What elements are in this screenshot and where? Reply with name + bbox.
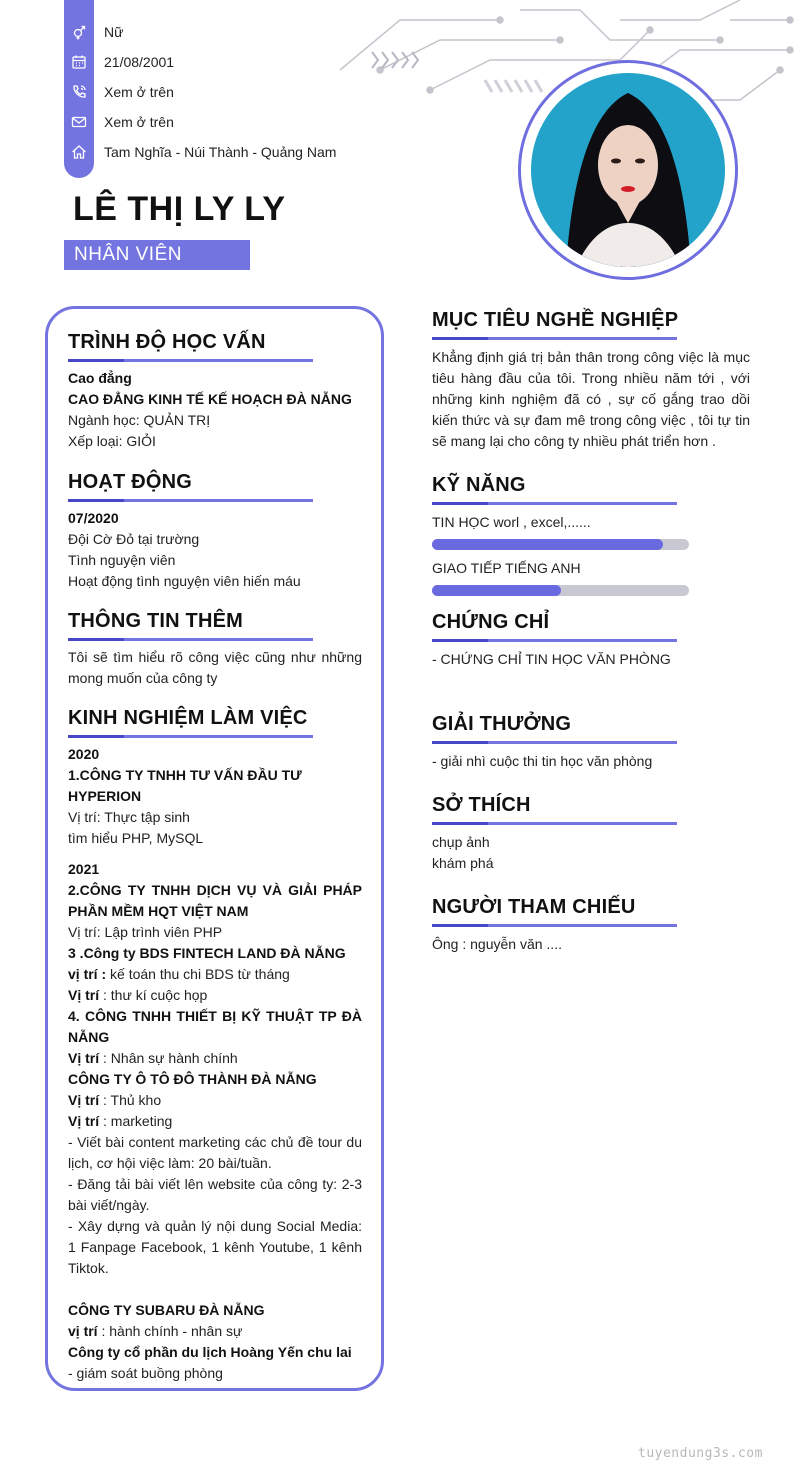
- gender-icon: [64, 24, 94, 40]
- section-underline: [432, 337, 677, 340]
- extra-info-text: Tôi sẽ tìm hiểu rõ công việc cũng như những mong muốn của công ty: [68, 649, 362, 686]
- role-text: : marketing: [99, 1113, 173, 1129]
- reference-item: Ông : nguyễn văn ....: [432, 936, 562, 952]
- job-role: [68, 1111, 362, 1132]
- role-text: : Thủ kho: [99, 1092, 162, 1108]
- company-name: 4. CÔNG TNHH THIẾT BỊ KỸ THUẬT TP ĐÀ NẴNG: [68, 1008, 362, 1045]
- company-name: Công ty cổ phần du lịch Hoàng Yến chu lai: [68, 1344, 352, 1360]
- experience-year: 2020: [68, 746, 100, 762]
- activity-item: Đội Cờ Đỏ tại trường: [68, 531, 200, 547]
- job-task: - Viết bài content marketing các chủ đề tour du lịch, cơ hội việc làm: 20 bài/tuần.: [68, 1134, 362, 1171]
- role-label: vị trí: [68, 1323, 98, 1339]
- gender-text: Nữ: [104, 24, 124, 40]
- phone-text: Xem ở trên: [104, 84, 174, 100]
- education-rank: Xếp loại: GIỎI: [68, 433, 156, 449]
- job-task: - giám soát buồng phòng: [68, 1365, 223, 1381]
- company-name: CÔNG TY Ô TÔ ĐÔ THÀNH ĐÀ NẴNG: [68, 1071, 317, 1087]
- contact-list: [64, 17, 336, 167]
- job-task: - Đăng tải bài viết lên website của công ty: 2-3 bài viết/ngày.: [68, 1176, 362, 1213]
- experience-title: KINH NGHIỆM LÀM VIỆC: [68, 707, 308, 729]
- experience-section: [68, 707, 362, 1384]
- skill-name: GIAO TIẾP TIẾNG ANH: [432, 560, 581, 576]
- job-role: Vị trí: Thực tập sinh: [68, 809, 190, 825]
- role-text: : hành chính - nhân sự: [97, 1323, 243, 1339]
- job-role: [68, 1321, 362, 1342]
- skill-bar: [432, 539, 689, 550]
- spacer: [68, 849, 362, 859]
- extra-info-section: [68, 610, 362, 689]
- certificates-section: [432, 611, 750, 670]
- hobbies-section: [432, 794, 750, 874]
- section-underline: [432, 822, 677, 825]
- email-text: Xem ở trên: [104, 114, 174, 130]
- skills-title: KỸ NĂNG: [432, 474, 526, 496]
- section-underline: [432, 502, 677, 505]
- skill-bar: [432, 585, 689, 596]
- contact-address: [64, 137, 336, 167]
- role-label: Vị trí: [68, 1050, 100, 1066]
- section-underline: [68, 735, 313, 738]
- role-text: : Nhân sự hành chính: [99, 1050, 238, 1066]
- awards-title: GIẢI THƯỞNG: [432, 713, 572, 735]
- company-name: CÔNG TY SUBARU ĐÀ NẴNG: [68, 1302, 265, 1318]
- role-text: : thư kí cuộc họp: [99, 987, 208, 1003]
- award-item: - giải nhì cuộc thi tin học văn phòng: [432, 753, 653, 769]
- activity-item: Tình nguyện viên: [68, 552, 176, 568]
- certificate-item: - CHỨNG CHỈ TIN HỌC VĂN PHÒNG: [432, 651, 671, 667]
- section-underline: [68, 359, 313, 362]
- objective-section: [432, 309, 750, 452]
- contact-gender: [64, 17, 336, 47]
- job-role: Vị trí: Lập trình viên PHP: [68, 924, 223, 940]
- company-name: 2.CÔNG TY TNHH DỊCH VỤ VÀ GIẢI PHÁP PHẦN MỀM HQT VIỆT NAM: [68, 882, 362, 919]
- education-section: [68, 331, 362, 452]
- objective-text: Khẳng định giá trị bản thân trong công việc là mục tiêu hàng đầu của tôi. Trong nhiều năm tới , với những kinh nghiệm đã có , sự cố gắng trao dồi kiến thức và sự đam mê trong công việc , tôi tự tin sẽ mang lại cho công ty nhiều phát triển hơn .: [432, 349, 750, 449]
- skill-name: TIN HỌC worl , excel,......: [432, 514, 591, 530]
- dob-text: 21/08/2001: [104, 54, 175, 70]
- spacer: [68, 1279, 362, 1300]
- role-label: Vị trí: [68, 987, 100, 1003]
- experience-year: 2021: [68, 861, 100, 877]
- objective-title: MỤC TIÊU NGHỀ NGHIỆP: [432, 309, 679, 331]
- contact-dob: [64, 47, 336, 77]
- job-role: [68, 1048, 362, 1069]
- section-underline: [432, 741, 677, 744]
- hobby-item: chụp ảnh: [432, 834, 490, 850]
- contact-phone: [64, 77, 336, 107]
- job-role: [68, 985, 362, 1006]
- activities-date: 07/2020: [68, 510, 119, 526]
- home-icon: [64, 144, 94, 160]
- education-title: TRÌNH ĐỘ HỌC VẤN: [68, 331, 266, 353]
- section-underline: [432, 639, 677, 642]
- candidate-name: LÊ THỊ LY LY: [73, 190, 286, 228]
- position-title: NHÂN VIÊN: [64, 240, 250, 270]
- reference-section: [432, 896, 750, 955]
- activities-section: [68, 471, 362, 592]
- section-underline: [432, 924, 677, 927]
- job-task: - Xây dựng và quản lý nội dung Social Media: 1 Fanpage Facebook, 1 kênh Youtube, 1 kênh Tiktok.: [68, 1218, 362, 1276]
- role-label: vị trí :: [68, 966, 107, 982]
- skills-section: [432, 474, 750, 604]
- job-task: tìm hiểu PHP, MySQL: [68, 830, 204, 846]
- job-role: [68, 964, 362, 985]
- section-underline: [68, 499, 313, 502]
- section-underline: [68, 638, 313, 641]
- skill-fill: [432, 585, 561, 596]
- role-label: Vị trí: [68, 1092, 100, 1108]
- phone-icon: [64, 84, 94, 100]
- company-name: 1.CÔNG TY TNHH TƯ VẤN ĐẦU TƯ HYPERION: [68, 767, 302, 804]
- education-school: CAO ĐẲNG KINH TẾ KẾ HOẠCH ĐÀ NẴNG: [68, 391, 352, 407]
- address-text: Tam Nghĩa - Núi Thành - Quảng Nam: [104, 144, 337, 160]
- education-major: Ngành học: QUẢN TRỊ: [68, 412, 211, 428]
- certificates-title: CHỨNG CHỈ: [432, 611, 550, 633]
- activity-item: Hoạt động tình nguyện viên hiến máu: [68, 573, 301, 589]
- avatar: [518, 60, 738, 280]
- reference-title: NGƯỜI THAM CHIẾU: [432, 896, 636, 918]
- extra-info-title: THÔNG TIN THÊM: [68, 610, 244, 632]
- mail-icon: [64, 114, 94, 130]
- watermark: tuyendung3s.com: [638, 1446, 763, 1461]
- profile-photo: [531, 73, 725, 267]
- activities-title: HOẠT ĐỘNG: [68, 471, 193, 493]
- contact-email: [64, 107, 336, 137]
- skill-fill: [432, 539, 663, 550]
- calendar-icon: [64, 54, 94, 70]
- role-text: kế toán thu chi BDS từ tháng: [106, 966, 290, 982]
- job-role: [68, 1090, 362, 1111]
- education-level: Cao đẳng: [68, 370, 132, 386]
- hobbies-title: SỞ THÍCH: [432, 794, 531, 816]
- company-name: 3 .Công ty BDS FINTECH LAND ĐÀ NẴNG: [68, 945, 346, 961]
- role-label: Vị trí: [68, 1113, 100, 1129]
- awards-section: [432, 713, 750, 772]
- hobby-item: khám phá: [432, 855, 494, 871]
